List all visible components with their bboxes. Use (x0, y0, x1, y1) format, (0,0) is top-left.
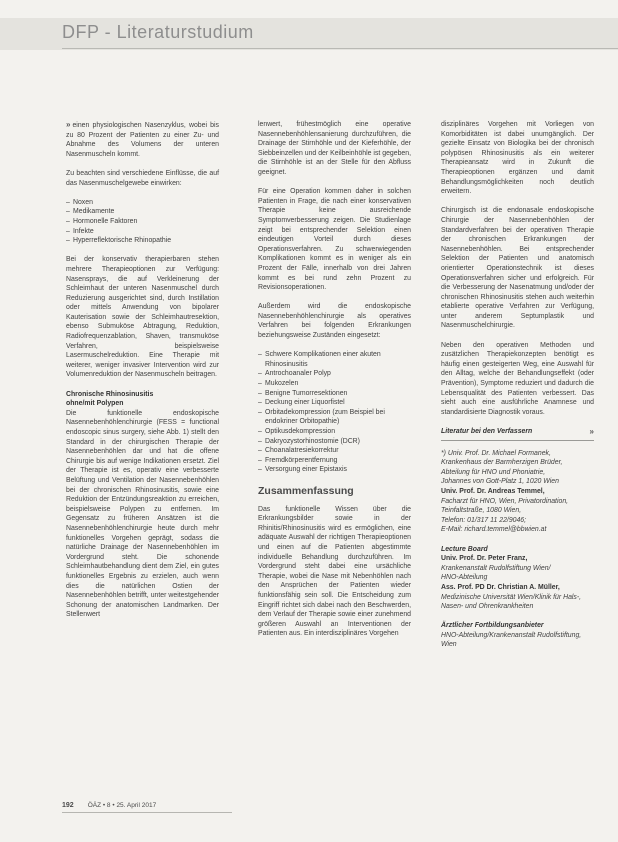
list-item: – Antrochoanaler Polyp (258, 369, 411, 379)
affiliation-line: Univ. Prof. Dr. Peter Franz, (441, 555, 528, 563)
list-item: – Fremdkörperentfernung (258, 456, 411, 466)
affiliation-line: *) Univ. Prof. Dr. Michael Formanek, (441, 449, 551, 457)
factors-intro: Zu beachten sind verschiedene Einflüsse, die auf das Nasenmuschelgewebe einwirken: (66, 169, 219, 187)
indications-list (258, 350, 411, 475)
paragraph: Für eine Operation kommen daher in solchen Patienten in Frage, die nach einer konservativen Therapie keine ausreichende Symptomverbesserung zeigen. Die Studienlage zeigt bei entsprechender Selektion einen eindeutigen Vorteil durch dieses Operationsverfahren. Zu schwerwiegenden Komplikationen kommt es in weniger als ein Prozent der Fälle, innerhalb von drei Jahren kommt es bei rund zehn Prozent zu Revisionsoperationen. (258, 188, 411, 292)
therapy-paragraph: Bei der konservativ therapierbaren stehen mehrere Therapieoptionen zur Verfügung: Nasensprays, die auf Verkleinerung der Schleimhaut der unteren Nasenmuschel durch Reduzierung ausgerichtet sind, durch Instillation oder mittels Anwendung von bipolarer Kauterisation sowie der Schleimhautresektion, ebenso Submuköse Abtragung, Reduktion, Radiofrequenzablation, Shaven, transmuköse Verfahren, beispielsweise Lasermuschelreduktion. Eine Therapie mit weiterer, weniger invasiver Intervention wird zur Volumenreduktion der Nasenmuscheln beitragen. (66, 256, 219, 379)
list-item: – Deckung einer Liquorfistel (258, 398, 411, 408)
column-1 (66, 120, 219, 629)
page-header-title: DFP - Literaturstudium (62, 22, 254, 42)
spacer (441, 612, 594, 622)
journal-issue: ÖÄZ • 8 • 25. April 2017 (87, 802, 157, 809)
list-item: – Optikusdekompression (258, 427, 411, 437)
end-arrow-icon: » (589, 427, 594, 436)
sinus-paragraph: Die funktionelle endoskopische Nasennebenhöhlenchirurgie (FESS = functional endoscopic sinus surgery, siehe Abb. 1) stellt den Standard in der chirurgischen Therapie der Nasennebenhöhlen dar und hat die offene Chirurgie bis auf wenige Indikationen ersetzt. Ziel der Therapie ist es, operativ eine verbesserte Belüftung und Ventilation der Nasennebenhöhlen bei der chronischen Rhinosinusitis, sowie eine Reduktion der Entzündungsreaktion zu erreichen, beispielsweise Polypen zu entfernen. Im Gegensatz zu früheren Ansätzen ist die Nasennebenhöhlenchirurgie heute durch mehr funktionelles Vorgehen geprägt, sodass die natürliche Drainage der Nasennebenhöhlen im Vordergrund steht. Die schonende Schleimhautbehandlung dient dem Ziel, ein gutes funktionelles Ergebnis zu erzielen, auch wenn dies die natürlichen Ostien der Nasennebenhöhlen betrifft, unter weitestgehender Schonung der anatomischen Landmarken. Der Stellenwert (66, 409, 219, 619)
paragraph: Neben den operativen Methoden und zusätzlichen Therapiekonzepten benötigt es häufig einen gesteigerten Weg, eine Auswahl für den Alltag, welche der Behandlungseffekt (oder Prävention), Symptome reduziert und dadurch die Lebensqualität des Patienten verbessert. Das sieht auch eine ausführliche Anamnese und standardisierte Diagnostik voraus. (441, 341, 594, 416)
subheading-rhinosinusitis: Chronische Rhinosinusitis (66, 390, 154, 398)
page-footer (62, 802, 156, 809)
summary-heading: Zusammenfassung (258, 484, 354, 497)
affiliation-line: HNO-Abteilung (441, 574, 488, 582)
paragraph: Chirurgisch ist die endonasale endoskopische Chirurgie der Nasennebenhöhlen der Standardverfahren bei der operativen Therapie der chronischen Erkrankungen der Nasennebenhöhlen. Bei entsprechender Selektion der Patienten und anatomisch orientierter Operationstechnik ist dieses Operationsverfahren sicher und erfolgreich. Für die Verbesserung der Nasenatmung und/oder der chronischen Rhinosinusitis stehen auch weiterhin etablierte operative Verfahren zur Verfügung, unter anderem Septumplastik und Nasenmuschelchirurgie. (441, 207, 594, 330)
list-item: – Hyperreflektorische Rhinopathie (66, 236, 219, 246)
footer-rule (62, 812, 232, 813)
list-item: – Medikamente (66, 207, 219, 217)
list-item: – Dakryozystorhinostomie (DCR) (258, 437, 411, 447)
literature-note (441, 427, 594, 437)
affiliation-line: Lecture Board (441, 545, 488, 553)
affiliation-line: Facharzt für HNO, Wien, Privatordination, (441, 497, 569, 505)
column-2 (258, 120, 411, 648)
list-item: – Orbitadekompression (zum Beispiel bei endokriner Orbitopathie) (258, 408, 411, 427)
intro-paragraph: » einen physiologischen Nasenzyklus, wobei bis zu 80 Prozent der Patienten zu einer Zu- und Abnahme des Volumens der unteren Nasenmuscheln kommt. (66, 120, 219, 158)
list-item: – Schwere Komplikationen einer akuten Rhinosinusitis (258, 350, 411, 369)
paragraph: lenwert, frühestmöglich eine operative Nasennebenhöhlensanierung durchzuführen, die Drainage der Stirnhöhle und der Kieferhöhle, der Siebbeinzellen und der Keilbeinhöhle ist gegeben, die Stirnhöhle ist an der Stelle für den Abfluss geeignet. (258, 121, 411, 176)
affiliation-line: HNO-Abteilung/Krankenanstalt Rudolfstiftung, Wien (441, 631, 582, 649)
page-number: 192 (62, 802, 74, 809)
affiliation-line: Telefon: 01/317 11 22/9046; (441, 516, 527, 524)
affiliation-line: Univ. Prof. Dr. Andreas Temmel, (441, 487, 545, 495)
header-rule (62, 48, 618, 49)
spacer (441, 535, 594, 545)
list-item: – Benigne Tumorresektionen (258, 389, 411, 399)
affiliation-line: Ärztlicher Fortbildungsanbieter (441, 622, 544, 630)
list-item: – Mukozelen (258, 379, 411, 389)
affiliation-line: Medizinische Universität Wien/Klinik für Hals-, (441, 593, 582, 601)
list-item: – Infekte (66, 227, 219, 237)
subheading-polypen: ohne/mit Polypen (66, 400, 124, 408)
affiliation-line: Abteilung für HNO und Phoniatrie, (441, 468, 546, 476)
affiliation-line: Krankenhaus der Barmherzigen Brüder, (441, 459, 563, 467)
affiliation-line: E-Mail: richard.temmel@bbwien.at (441, 526, 547, 534)
literature-rule (441, 440, 594, 441)
list-item: – Versorgung einer Epistaxis (258, 465, 411, 475)
affiliation-line: Johannes von Gott-Platz 1, 1020 Wien (441, 478, 559, 486)
affiliation-line: Nasen- und Ohrenkrankheiten (441, 603, 534, 611)
author-affiliations (441, 449, 594, 650)
affiliation-line: Teinfaltstraße, 1080 Wien, (441, 507, 522, 515)
paragraph: disziplinäres Vorgehen mit Vorliegen von Komorbiditäten ist dabei unumgänglich. Der gezielte Einsatz von Biologika bei der chronisch polypösen Rhinosinusitis als ein weiterer Therapieansatz wird in Zukunft die Therapieoptionen ergänzen und damit Behandlungsmöglichkeiten noch deutlich erweitern. (441, 121, 594, 196)
list-item: – Choanalatresiekorrektur (258, 446, 411, 456)
paragraph: Außerdem wird die endoskopische Nasennebenhöhlenchirurgie als operatives Verfahren bei folgenden Erkrankungen beziehungsweise Zuständen eingesetzt: (258, 303, 411, 340)
continuation-arrow-icon: » (66, 120, 71, 129)
affiliation-line: Ass. Prof. PD Dr. Christian A. Müller, (441, 583, 560, 591)
factors-list (66, 198, 219, 246)
list-item: – Hormonelle Faktoren (66, 217, 219, 227)
affiliation-line: Krankenanstalt Rudolfstiftung Wien/ (441, 564, 551, 572)
summary-paragraph: Das funktionelle Wissen über die Erkrankungsbilder sowie in der Rhinitis/Rhinosinusitis wird es ermöglichen, eine adäquate Auswahl der richtigen Therapieoptionen und einen auf die Patienten abgestimmte individuelle Behandlung durchzuführen. Im Vordergrund steht dabei eine ursächliche Therapie, wobei die Nase mit Nebenhöhlen nach den Ansprüchen der Patienten wieder funktionsfähig sein soll. Die Entscheidung zum Eingriff richtet sich dabei nach den Beschwerden, dem Verlauf der Therapie sowie einer zunehmend größeren Auswahl an Interventionen der Patienten aus. Ein interdisziplinäres Vorgehen (258, 505, 411, 638)
column-3 (441, 120, 594, 650)
literature-label: Literatur bei den Verfassern (441, 428, 533, 435)
list-item: – Noxen (66, 198, 219, 208)
